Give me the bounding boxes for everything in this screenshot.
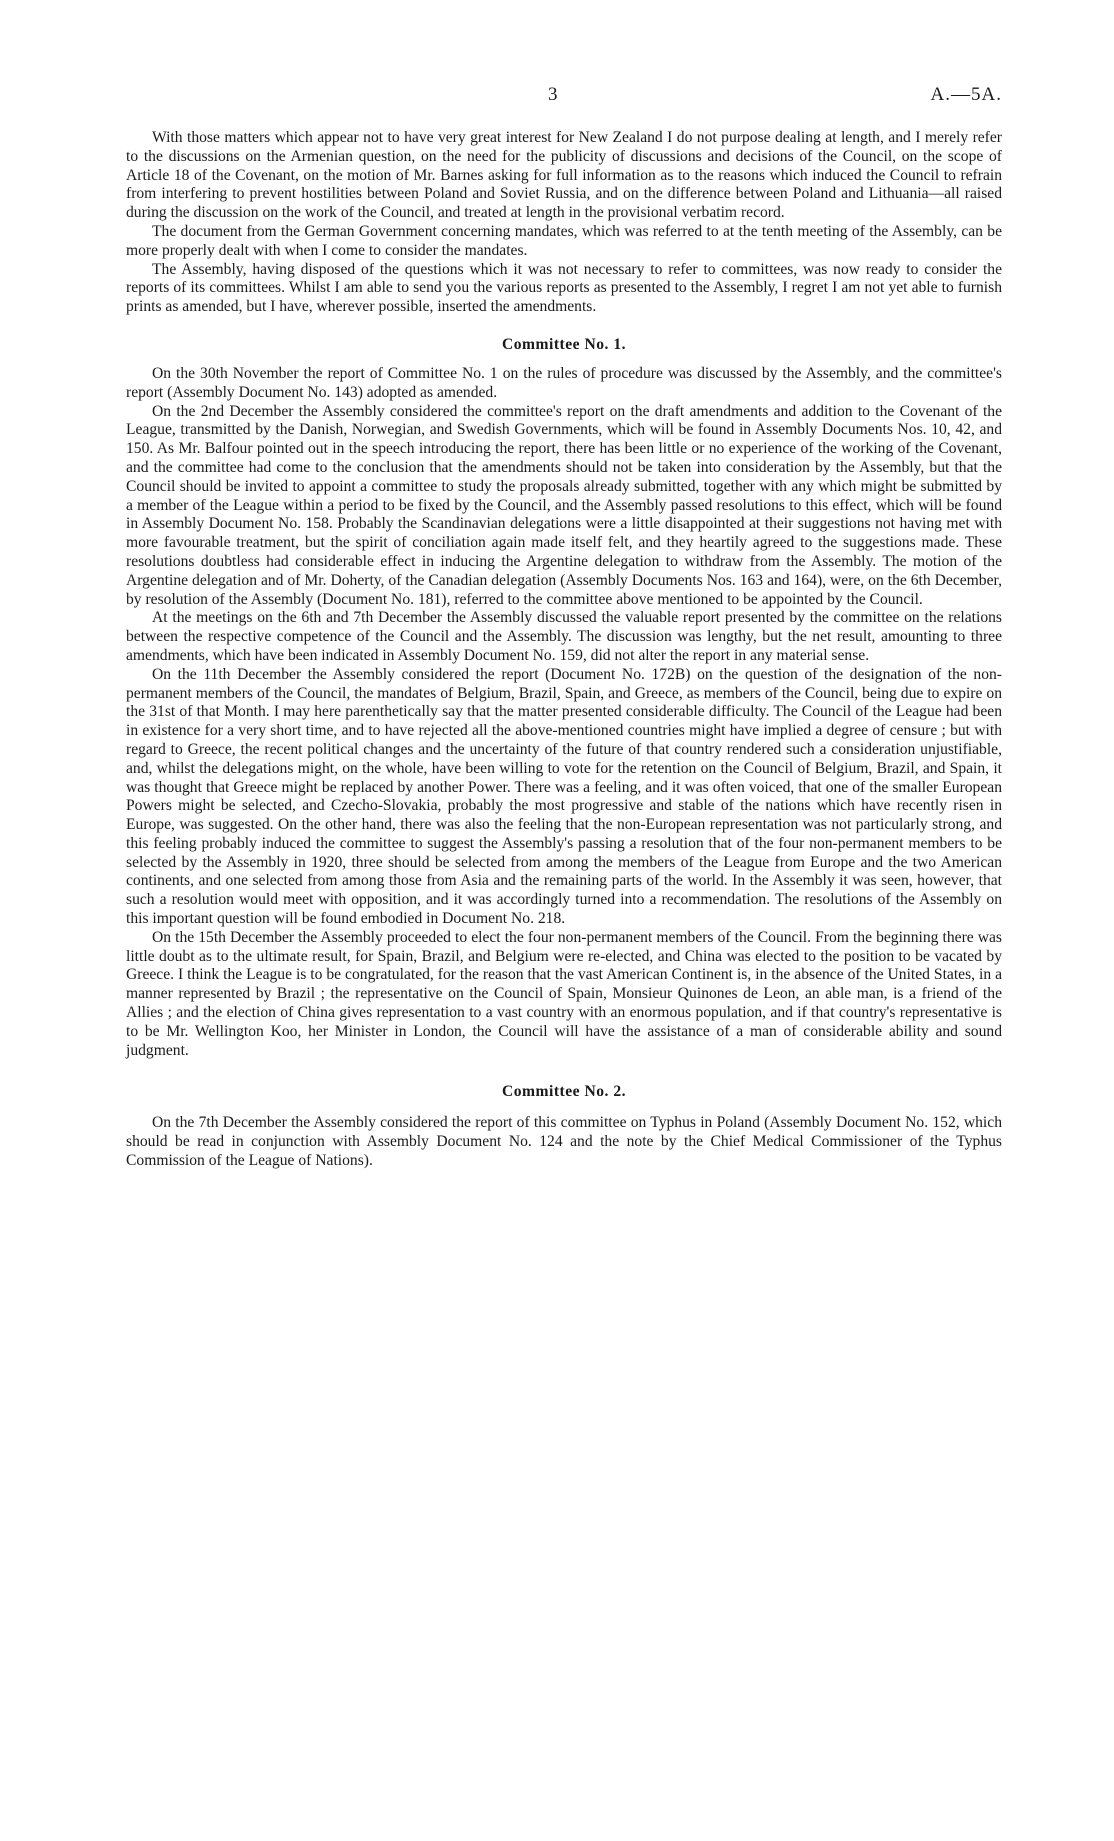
section-heading-committee-1: Committee No. 1. [501,335,627,353]
paragraph: The Assembly, having disposed of the questions which it was not necessary to refer to committees, was now ready to consider the reports of its committees. Whilst I am able to send you the various reports as presented to the Assembly, I regret I am not yet able to furnish prints as amended, but I have, wherever possible, inserted the amendments. [126,260,1002,316]
paragraph: With those matters which appear not to have very great interest for New Zealand I do not purpose dealing at length, and I merely refer to the discussions on the Armenian question, on the need for the publicity of discussions and decisions of the Council, on the scope of Article 18 of the Covenant, on the motion of Mr. Barnes asking for full information as to the reasons which induced the Council to refrain from interfering to prevent hostilities between Poland and Soviet Russia, and on the difference between Poland and Lithuania—all raised during the discussion on the work of the Council, and treated at length in the provisional verbatim record. [126,129,1002,222]
paragraph: The document from the German Government concerning mandates, which was referred to at the tenth meeting of the Assembly, can be more properly dealt with when I come to consider the mandates. [126,222,1002,259]
paragraph: On the 30th November the report of Committee No. 1 on the rules of procedure was discussed by the Assembly, and the committee's report (Assembly Document No. 143) adopted as amended. [126,364,1002,401]
section-heading-committee-2: Committee No. 2. [501,1083,627,1101]
paragraph: At the meetings on the 6th and 7th December the Assembly discussed the valuable report presented by the committee on the relations between the respective competence of the Council and the Assembly. The discussion was lengthy, but the net result, amounting to three amendments, which have been indicated in Assembly Document No. 159, did not alter the report in any material sense. [126,609,1002,664]
page-number: 3 [548,84,559,105]
paragraph: On the 11th December the Assembly considered the report (Document No. 172B) on the question of the designation of the non-permanent members of the Council, the mandates of Belgium, Brazil, Spain, and Greece, as members of the Council, being due to expire on the 31st of that Month. I may here parenthetically say that the matter presented considerable difficulty. The Council of the League had been in existence for a very short time, and to have rejected all the above-mentioned countries might have implied a degree of censure ; but with regard to Greece, the recent political changes and the uncertainty of the future of that country rendered such a consideration unjustifiable, and, whilst the delegations might, on the whole, have been willing to vote for the retention on the Council of Belgium, Brazil, and Spain, it was thought that Greece might be replaced by another Power. There was a feeling, and it was often voiced, that one of the smaller European Powers might be selected, and Czecho-Slovakia, probably the most progressive and stable of the nations which have recently risen in Europe, was suggested. On the other hand, there was also the feeling that the non-European representation was not particularly strong, and this feeling probably induced the committee to suggest the Assembly's passing a resolution that of the four non-permanent members to be selected by the Assembly in 1920, three should be selected from among the members of the League from Europe and the two American continents, and one selected from among those from Asia and the remaining parts of the world. In the Assembly it was seen, however, that such a resolution would meet with opposition, and it was accordingly turned into a recommendation. The resolutions of the Assembly on this important question will be found embodied in Document No. 218. [126,665,1002,928]
paragraph: On the 7th December the Assembly considered the report of this committee on Typhus in Poland (Assembly Document No. 152, which should be read in conjunction with Assembly Document No. 124 and the note by the Chief Medical Commissioner of the Typhus Commission of the League of Nations). [126,1114,1002,1170]
document-reference: A.—5A. [930,84,1002,105]
body-text [126,129,1002,1171]
page-header [0,84,1114,114]
paragraph: On the 2nd December the Assembly considered the committee's report on the draft amendments and addition to the Covenant of the League, transmitted by the Danish, Norwegian, and Swedish Governments, which will be found in Assembly Documents Nos. 10, 42, and 150. As Mr. Balfour pointed out in the speech introducing the report, there has been little or no experience of the working of the Covenant, and the committee had come to the conclusion that the amendments should not be taken into consideration by the Assembly, but that the Council should be invited to appoint a committee to study the proposals already submitted, together with any which might be submitted by a member of the League within a period to be fixed by the Council, and the Assembly passed resolutions to this effect, which will be found in Assembly Document No. 158. Probably the Scandinavian delegations were a little disappointed at their suggestions not having met with more favourable treatment, but the spirit of conciliation again made itself felt, and they heartily agreed to the suggestions made. These resolutions doubtless had considerable effect in inducing the Argentine delegation to withdraw from the Assembly. The motion of the Argentine delegation and of Mr. Doherty, of the Canadian delegation (Assembly Documents Nos. 163 and 164), were, on the 6th December, by resolution of the Assembly (Document No. 181), referred to the committee above mentioned to be appointed by the Council. [126,402,1002,608]
paragraph: On the 15th December the Assembly proceeded to elect the four non-permanent members of the Council. From the beginning there was little doubt as to the ultimate result, for Spain, Brazil, and Belgium were re-elected, and China was elected to the position to be vacated by Greece. I think the League is to be congratulated, for the reason that the vast American Continent is, in the absence of the United States, in a manner represented by Brazil ; the representative on the Council of Spain, Monsieur Quinones de Leon, an able man, is a friend of the Allies ; and the election of China gives representation to a vast country with an enormous population, and if that country's representative is to be Mr. Wellington Koo, her Minister in London, the Council will have the assistance of a man of considerable ability and sound judgment. [126,928,1002,1059]
